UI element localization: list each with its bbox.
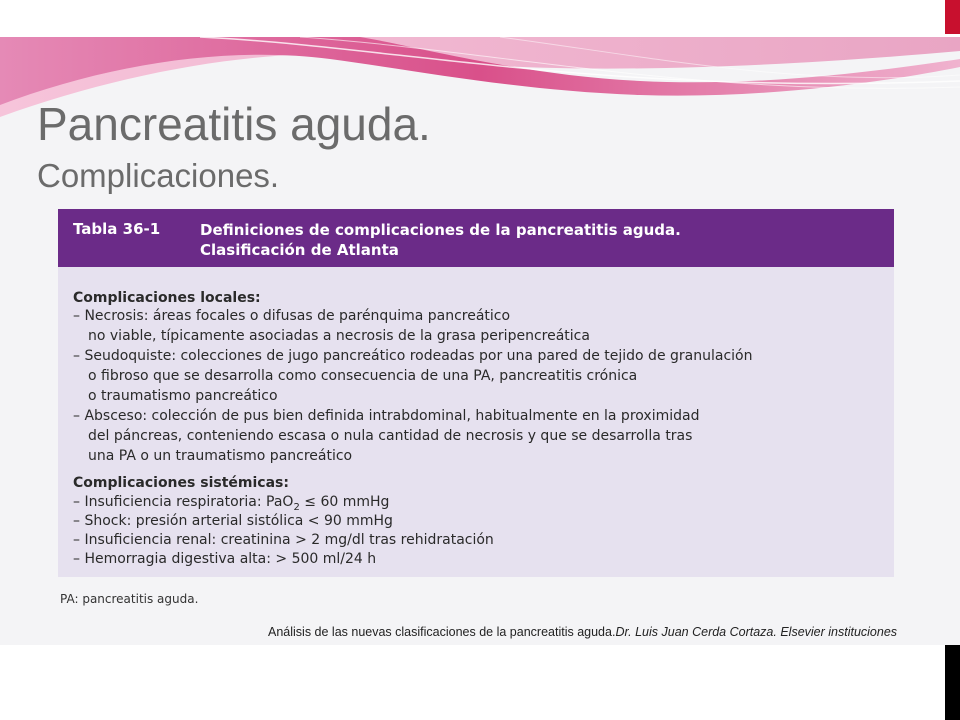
local-line-absceso: – Absceso: colección de pus bien definida intrabdominal, habitualmente en la proximidad	[73, 408, 700, 424]
local-line-seudoquiste: – Seudoquiste: colecciones de jugo pancreático rodeadas por una pared de tejido de granulación	[73, 348, 753, 364]
red-accent-bar	[945, 0, 960, 34]
systemic-complications-heading: Complicaciones sistémicas:	[73, 475, 289, 491]
citation-text: Análisis de las nuevas clasificaciones de la pancreatitis aguda.	[268, 625, 616, 639]
citation	[268, 624, 948, 645]
table-header	[58, 209, 894, 267]
local-line-necrosis: – Necrosis: áreas focales o difusas de parénquima pancreático	[73, 308, 511, 324]
table-body	[58, 267, 894, 577]
local-line-absceso-cont-2: una PA o un traumatismo pancreático	[88, 448, 353, 464]
table-title-line-2: Clasificación de Atlanta	[200, 241, 399, 259]
citation-author: Dr. Luis Juan Cerda Cortaza. Elsevier instituciones	[615, 625, 898, 639]
resp-text: – Insuficiencia respiratoria: PaO	[73, 494, 294, 510]
local-line-necrosis-cont: no viable, típicamente asociadas a necrosis de la grasa peripencreática	[88, 328, 590, 344]
local-line-seudoquiste-cont: o fibroso que se desarrolla como consecuencia de una PA, pancreatitis crónica	[88, 368, 638, 384]
table-footnote: PA: pancreatitis aguda.	[60, 592, 199, 606]
slide-title: Pancreatitis aguda.	[37, 98, 431, 150]
systemic-line-hemorragia: – Hemorragia digestiva alta: > 500 ml/24 h	[73, 551, 377, 567]
slide-subtitle: Complicaciones.	[37, 157, 280, 194]
table-title-line-1: Definiciones de complicaciones de la pancreatitis aguda.	[200, 221, 681, 239]
systemic-line-respiratoria	[73, 494, 389, 513]
resp-value: ≤ 60 mmHg	[299, 494, 390, 510]
table-title	[200, 220, 880, 260]
slide	[0, 37, 960, 645]
black-accent-bar	[945, 645, 960, 720]
local-complications-heading: Complicaciones locales:	[73, 290, 261, 306]
table-number: Tabla 36-1	[73, 220, 161, 238]
local-line-absceso-cont: del páncreas, conteniendo escasa o nula cantidad de necrosis y que se desarrolla tras	[88, 428, 693, 444]
systemic-line-renal: – Insuficiencia renal: creatinina > 2 mg/dl tras rehidratación	[73, 532, 494, 548]
systemic-line-shock: – Shock: presión arterial sistólica < 90 mmHg	[73, 513, 393, 529]
resp-subscript: 2	[293, 501, 300, 513]
local-line-seudoquiste-cont-2: o traumatismo pancreático	[88, 388, 278, 404]
